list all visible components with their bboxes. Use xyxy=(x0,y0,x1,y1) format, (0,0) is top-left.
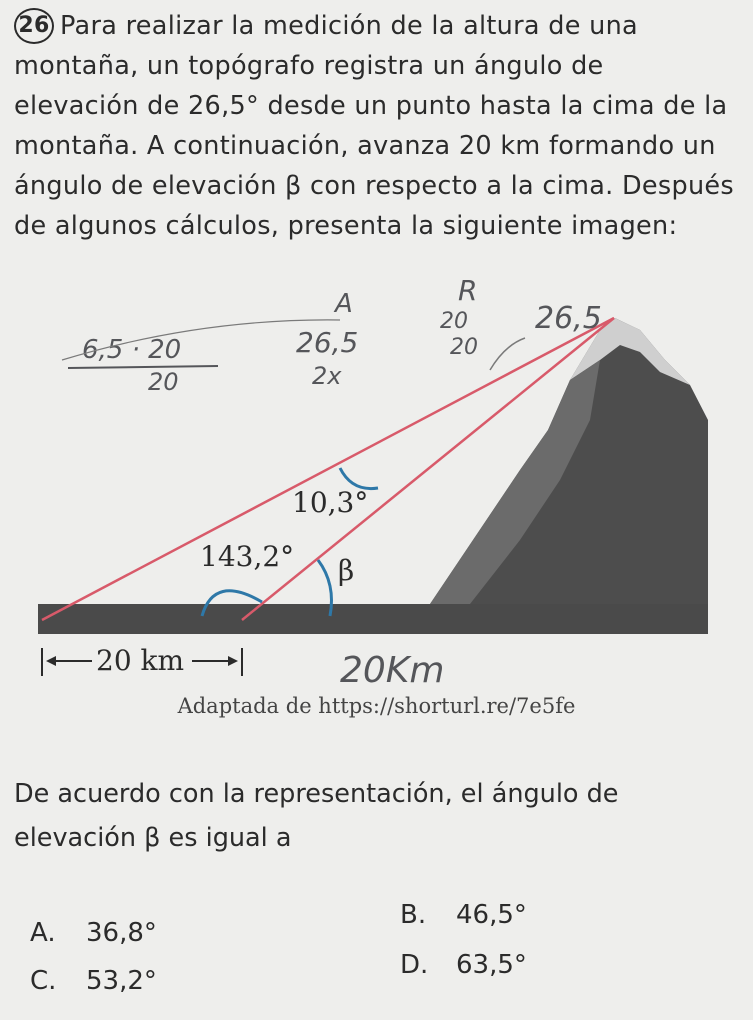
handwriting-two-x: 2x xyxy=(312,362,342,390)
angle-label-inner: 10,3° xyxy=(292,486,369,519)
option-d-value: 63,5° xyxy=(456,950,527,980)
option-b-letter: B. xyxy=(400,900,427,930)
option-b-value: 46,5° xyxy=(456,900,527,930)
handwriting-twenty-1: 20 xyxy=(440,309,468,334)
handwriting-angle-top: 26,5 xyxy=(535,301,602,336)
angle-label-beta: β xyxy=(338,554,355,587)
handwriting-distance-note: 20Km xyxy=(340,650,445,691)
arrowhead-left xyxy=(46,656,56,666)
question-number: 26 xyxy=(14,8,54,44)
option-b[interactable] xyxy=(400,900,527,930)
handwriting-fraction-numerator: 6,5 · 20 xyxy=(82,335,182,365)
option-a-value: 36,8° xyxy=(86,918,157,948)
distance-label: 20 km xyxy=(96,644,185,677)
handwriting-letter-a: A xyxy=(335,289,353,319)
option-a[interactable] xyxy=(30,918,157,948)
arrowhead-right xyxy=(228,656,238,666)
option-d-letter: D. xyxy=(400,950,429,980)
option-c[interactable] xyxy=(30,966,157,996)
angle-label-obtuse: 143,2° xyxy=(200,540,295,573)
handwriting-twenty-2: 20 xyxy=(450,335,478,360)
handwriting-letter-r: R xyxy=(458,274,478,307)
handwriting-fraction-denominator: 20 xyxy=(148,368,179,396)
question-body: Para realizar la medición de la altura de una montaña, un topógrafo registra un ángulo de elevación de 26,5° desde un punto hasta la cima de la montaña. A continuación, avanza 20 km formando un ángulo de elevación β con respecto a la cima. Después de algunos cálculos, presenta la siguiente imagen: xyxy=(14,11,734,241)
figure-source: Adaptada de https://shorturl.re/7e5fe xyxy=(177,694,576,718)
option-d[interactable] xyxy=(400,950,527,980)
handwriting-angle-note: 26,5 xyxy=(296,326,359,359)
option-a-letter: A. xyxy=(30,918,56,948)
handwriting-arc xyxy=(490,338,525,370)
question-prompt: De acuerdo con la representación, el ángulo de elevación β es igual a xyxy=(14,779,619,853)
option-c-letter: C. xyxy=(30,966,57,996)
ground xyxy=(38,604,708,634)
option-c-value: 53,2° xyxy=(86,966,157,996)
handwriting-fraction-bar xyxy=(68,366,218,368)
